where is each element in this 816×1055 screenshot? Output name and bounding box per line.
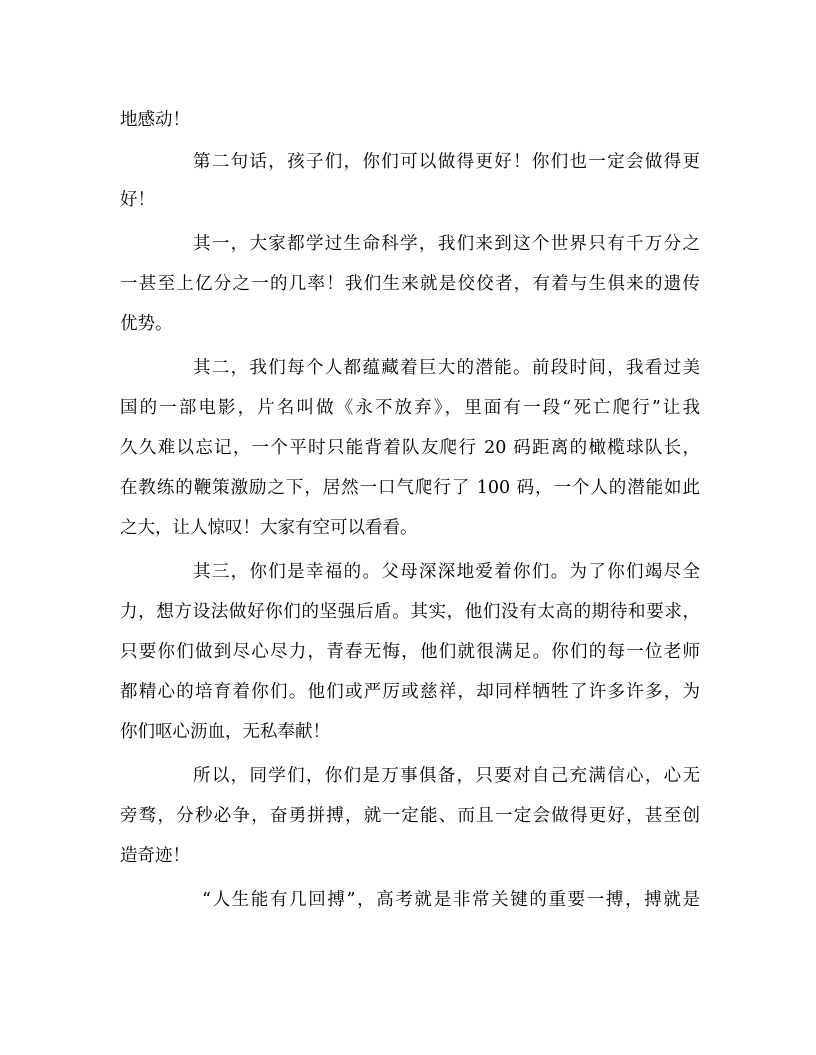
text-line: 造奇迹！ bbox=[120, 846, 190, 866]
text-line: 第二句话，孩子们，你们可以做得更好！你们也一定会做得更 bbox=[193, 152, 700, 172]
text-line: 其二，我们每个人都蕴藏着巨大的潜能。前段时间，我看过美 bbox=[193, 358, 700, 378]
text-line: 国的一部电影，片名叫做《永不放弃》，里面有一段“死亡爬行”让我 bbox=[120, 398, 700, 418]
text-line: 之大，让人惊叹！大家有空可以看看。 bbox=[120, 518, 418, 538]
text-line: 久久难以忘记，一个平时只能背着队友爬行 20 码距离的橄榄球队长， bbox=[120, 438, 700, 458]
text-line: 都精心的培育着你们。他们或严厉或慈祥，却同样牺牲了许多许多，为 bbox=[120, 682, 700, 702]
text-line: 只要你们做到尽心尽力，青春无悔，他们就很满足。你们的每一位老师 bbox=[120, 642, 700, 662]
text-line: 其三，你们是幸福的。父母深深地爱着你们。为了你们竭尽全 bbox=[193, 562, 700, 582]
text-line: 其一，大家都学过生命科学，我们来到这个世界只有千万分之 bbox=[193, 234, 700, 254]
text-line: 优势。 bbox=[120, 314, 173, 334]
text-line: 好！ bbox=[120, 190, 155, 210]
text-line: 力，想方设法做好你们的坚强后盾。其实，他们没有太高的期待和要求， bbox=[120, 602, 700, 622]
text-line: 所以，同学们，你们是万事俱备，只要对自己充满信心，心无 bbox=[193, 766, 700, 786]
text-line: 在教练的鞭策激励之下，居然一口气爬行了 100 码，一个人的潜能如此 bbox=[120, 478, 700, 498]
text-line: 一甚至上亿分之一的几率！我们生来就是佼佼者，有着与生俱来的遗传 bbox=[120, 274, 700, 294]
text-line: 地感动！ bbox=[120, 110, 190, 130]
text-line: 你们呕心沥血，无私奉献！ bbox=[120, 722, 330, 742]
text-line: “人生能有几回搏”，高考就是非常关键的重要一搏，搏就是 bbox=[202, 890, 700, 910]
text-line: 旁骛，分秒必争，奋勇拼搏，就一定能、而且一定会做得更好，甚至创 bbox=[120, 806, 700, 826]
